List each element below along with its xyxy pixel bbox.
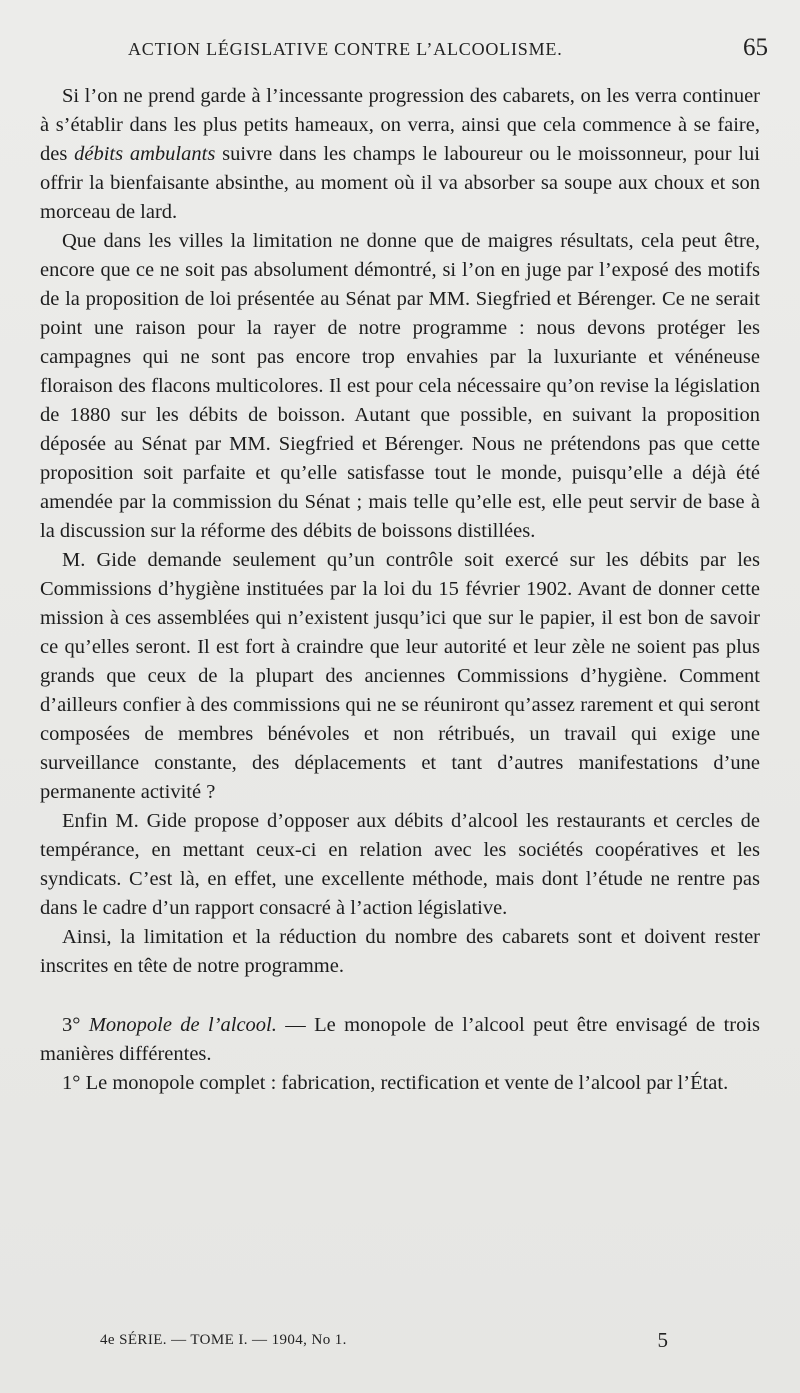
monopole-complet-item: 1° Le monopole complet : fabrication, rectification et vente de l’alcool par l’État.: [62, 1072, 729, 1094]
section-monopole-heading: [40, 1011, 760, 1069]
section-number: 3°: [62, 1014, 81, 1036]
paragraph-commissions-hygiene: M. Gide demande seulement qu’un contrôle soit exercé sur les débits par les Commissions d’hygiène instituées par la loi du 15 février 1902. Avant de donner cette mission à ces assemblées qui n’existent jusqu’ici que sur le papier, il est bon de savoir ce qu’elles seront. Il est fort à craindre que leur autorité et leur zèle ne soient pas plus grands que ceux de la plupart des anciennes Commissions d’hygiène. Comment d’ailleurs confier à des commissions qui ne se réuniront qu’assez rarement et qui seront composées de membres bénévoles et non rétribués, un travail qui exige une surveillance constante, des déplacements et tant d’autres manifestations d’une permanente activité ?: [40, 549, 760, 803]
signature-mark: 5: [657, 1328, 668, 1352]
paragraph-1-part-1: Si l’on ne prend garde à l’incessante progression des cabarets, on les verra continuer à s’établir dans les plus petits hameaux, on verra, ainsi que cela commence à se faire, des: [40, 85, 760, 165]
debits-ambulants-emphasis: débits ambulants: [74, 143, 216, 165]
paragraph-temperance-cercles: Enfin M. Gide propose d’opposer aux débits d’alcool les restaurants et cercles de tempérance, en mettant ceux-ci en relation avec les sociétés coopératives et les syndicats. C’est là, en effet, une excellente méthode, mais dont l’étude ne rentre pas dans le cadre d’un rapport consacré à l’action législative.: [40, 810, 760, 919]
page-number: 65: [743, 34, 768, 61]
section-description: Le monopole de l’alcool peut être envisagé de trois manières différentes.: [40, 1014, 761, 1065]
section-gap: [40, 981, 760, 1011]
running-head: [40, 34, 768, 68]
paragraph-limitation-villes: Que dans les villes la limitation ne donne que de maigres résultats, cela peut être, encore que ce ne soit pas absolument démontré, si l’on en juge par l’exposé des motifs de la proposition de loi présentée au Sénat par MM. Siegfried et Bérenger. Ce ne serait point une raison pour la rayer de notre programme : nous devons protéger les campagnes qui ne sont pas encore trop envahies par la luxuriante et vénéneuse floraison des flacons multicolores. Il est pour cela nécessaire qu’on revise la législation de 1880 sur les débits de boisson. Autant que possible, en suivant la proposition déposée au Sénat par MM. Siegfried et Bérenger. Nous ne prétendons pas que cette proposition soit parfaite et qu’elle satisfasse tout le monde, puisqu’elle a déjà été amendée par la commission du Sénat ; mais telle qu’elle est, elle peut servir de base à la discussion sur la réforme des débits de boissons distillées.: [40, 230, 760, 542]
running-title: ACTION LÉGISLATIVE CONTRE L’ALCOOLISME.: [128, 39, 563, 59]
paragraph-cabarets-progression: [40, 82, 760, 227]
paragraph-programme: Ainsi, la limitation et la réduction du nombre des cabarets sont et doivent rester inscrites en tête de notre programme.: [40, 926, 760, 977]
series-info: 4e SÉRIE. — TOME I. — 1904, No 1.: [100, 1332, 347, 1348]
paragraph-1-part-3: suivre dans les champs le laboureur ou le moissonneur, pour lui offrir la bienfaisante absinthe, au moment où il va absorber sa soupe aux choux et son morceau de lard.: [40, 143, 760, 223]
section-title: Monopole de l’alcool.: [88, 1014, 277, 1036]
section-dash: —: [276, 1014, 315, 1036]
page-footer: [40, 1328, 760, 1356]
body-text: [40, 82, 760, 1098]
